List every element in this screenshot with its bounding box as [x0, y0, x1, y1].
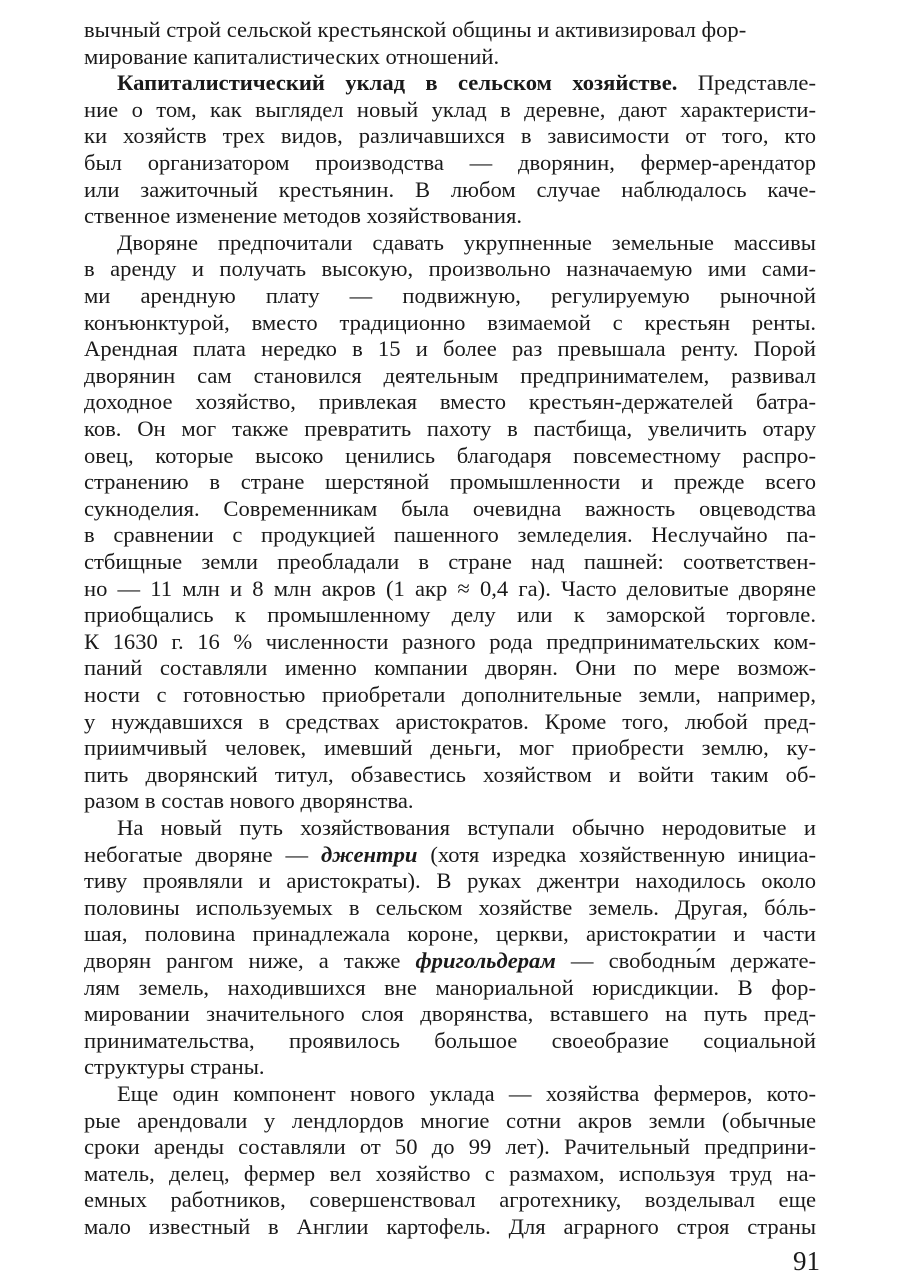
text-line: паний составляли именно компании дворян. Они по мере возмож-: [84, 655, 816, 681]
text-line: в аренду и получать высокую, произвольно назначаемую ими сами-: [84, 256, 816, 282]
page-number: 91: [793, 1245, 820, 1276]
text-line: вычный строй сельской крестьянской общины и активизировал фор-: [84, 17, 747, 42]
text-fragment: — свободны́м держате-: [555, 948, 816, 973]
text-line: дворянин сам становился деятельным предпринимателем, развивал: [84, 362, 816, 388]
text-line: структуры страны.: [84, 1054, 265, 1080]
text-line: ности с готовностью приобретали дополнительные земли, например,: [84, 682, 816, 707]
text-line: мировании значительного слоя дворянства, вставшего на путь пред-: [84, 1001, 816, 1027]
text-line: Дворяне предпочитали сдавать укрупненные земельные массивы: [117, 229, 816, 255]
text-line: в сравнении с продукцией пашенного земледелия. Неслучайно па-: [84, 522, 816, 548]
text-line: сукноделия. Современникам была очевидна важность овцеводства: [84, 495, 816, 521]
text-line: лям земель, находившихся вне маноpиальной юрисдикции. В фор-: [84, 974, 816, 1000]
text-line: пить дворянский титул, обзавестись хозяйством и войти таким об-: [84, 761, 816, 787]
heading-continuation: Представле-: [677, 70, 816, 96]
text-line: стбищные земли преобладали в стране над пашней: соответствен-: [84, 549, 816, 574]
section-heading: Капиталистический уклад в сельском хозяйстве.: [117, 70, 678, 96]
text-line: ние о том, как выглядел новый уклад в деревне, дают характеристи-: [84, 96, 816, 122]
text-fragment: небогатые дворяне —: [84, 841, 322, 867]
section-heading-line: [117, 70, 816, 97]
term-freeholders: фригольдерам: [415, 948, 556, 973]
text-line: шая, половина принадлежала короне, церкви, аристократии и части: [84, 921, 816, 947]
text-line: овец, которые высоко ценились благодаря повсеместному распро-: [84, 442, 816, 468]
text-line: мирование капиталистических отношений.: [84, 43, 500, 69]
text-line: Еще один компонент нового уклада — хозяйства фермеров, кото-: [117, 1081, 816, 1106]
text-line: принимательства, проявилось большое своеобразие социальной: [84, 1027, 816, 1053]
text-line: ственное изменение методов хозяйствования.: [84, 203, 523, 229]
text-line: доходное хозяйство, привлекая вместо крестьян-держателей батра-: [84, 389, 816, 415]
text-line: сроки аренды составляли от 50 до 99 лет). Рачительный предприни-: [84, 1134, 816, 1160]
text-line: тиву проявляли и аристократы). В руках джентри находилось около: [84, 868, 816, 894]
text-line: [84, 948, 816, 975]
text-line: [84, 842, 816, 869]
text-line: емных работников, совершенствовал агротехнику, возделывал еще: [84, 1187, 816, 1213]
text-line: К 1630 г. 16 % численности разного рода предпринимательских ком-: [84, 628, 816, 654]
text-line: или зажиточный крестьянин. В любом случае наблюдалось каче-: [84, 176, 816, 202]
text-line: ми арендную плату — подвижную, регулируемую рыночной: [84, 283, 816, 308]
term-gentry: джентри: [321, 841, 418, 867]
text-fragment: (хотя изредка хозяйственную инициа-: [417, 841, 817, 867]
text-line: разом в состав нового дворянства.: [84, 788, 414, 814]
text-line: конъюнктурой, вместо традиционно взимаемой с крестьян ренты.: [84, 309, 816, 335]
text-line: ки хозяйств трех видов, различавшихся в зависимости от того, кто: [84, 123, 816, 149]
text-line: приобщались к промышленному делу или к заморской торговле.: [84, 602, 816, 628]
text-line: половины используемых в сельском хозяйстве земель. Другая, бóль-: [84, 894, 816, 920]
text-line: но — 11 млн и 8 млн акров (1 акр ≈ 0,4 га). Часто деловитые дворяне: [84, 575, 816, 601]
text-line: у нуждавшихся в средствах аристократов. Кроме того, любой пред-: [84, 708, 816, 734]
text-fragment: дворян рангом ниже, а также: [84, 948, 416, 973]
text-line: приимчивый человек, имевший деньги, мог приобрести землю, ку-: [84, 735, 816, 761]
text-line: странению в стране шерстяной промышленности и прежде всего: [84, 469, 816, 495]
text-line: был организатором производства — дворянин, фермер-арендатор: [84, 150, 816, 175]
text-line: рые арендовали у лендлордов многие сотни акров земли (обычные: [84, 1107, 816, 1133]
text-line: ков. Он мог также превратить пахоту в пастбища, увеличить отару: [84, 416, 816, 441]
text-line: мало известный в Англии картофель. Для аграрного строя страны: [84, 1214, 816, 1239]
text-line: Арендная плата нередко в 15 и более раз превышала ренту. Порой: [84, 336, 816, 362]
text-line: На новый путь хозяйствования вступали обычно неродовитые и: [117, 815, 816, 840]
text-line: матель, делец, фермер вел хозяйство с размахом, используя труд на-: [84, 1160, 816, 1186]
